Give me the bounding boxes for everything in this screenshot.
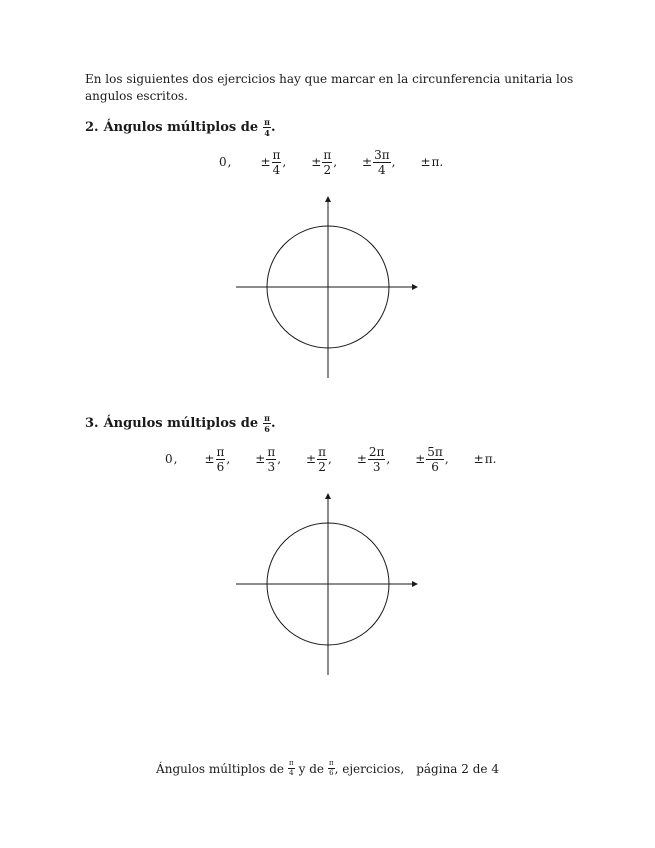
section-title-text: Ángulos múltiplos de: [103, 416, 259, 431]
footer-text: y de: [298, 761, 324, 776]
footer-fraction-pi4: [288, 760, 295, 777]
intro-text: En los siguientes dos ejercicios hay que marcar en la circunferencia unitaria los angulos escritos.: [85, 72, 574, 103]
page-number: página 2 de 4: [416, 761, 499, 776]
frac-numerator: 5π: [427, 444, 443, 459]
frac-denominator: 4: [264, 128, 270, 138]
angle-sep: ,: [333, 155, 338, 169]
angle-sep: ,: [173, 452, 178, 466]
angle-fraction: [373, 149, 391, 176]
frac-numerator: π: [264, 117, 270, 127]
angle-sep: ,: [226, 452, 231, 466]
frac-numerator: 3π: [374, 147, 390, 162]
angle-item: [357, 446, 390, 473]
plus-minus: ±: [306, 452, 317, 466]
frac-denominator: 2: [318, 459, 326, 474]
angle-item: [306, 446, 332, 473]
angle-fraction: [317, 446, 327, 473]
frac-numerator: 2π: [368, 444, 385, 459]
frac-numerator: π: [318, 444, 326, 459]
angle-sep: ,: [277, 452, 282, 466]
section-2-title: [85, 118, 276, 137]
angle-item: [255, 446, 281, 473]
frac-numerator: π: [323, 147, 332, 162]
unit-circle-diagram-2: [230, 487, 426, 683]
angle-fraction: [368, 446, 386, 473]
angle-sep: ,: [386, 452, 391, 466]
angle-fraction: [322, 149, 332, 176]
plus-minus: ±: [311, 155, 322, 169]
unit-circle-diagram-1: [230, 190, 426, 386]
frac-numerator: π: [272, 147, 281, 162]
frac-denominator: 6: [329, 769, 334, 777]
frac-denominator: 4: [378, 162, 386, 177]
angle-fraction: [426, 446, 444, 473]
angle-fraction: [216, 446, 226, 473]
section-title-fraction: [263, 414, 271, 433]
angle-fraction: [266, 446, 276, 473]
plus-minus: ±: [255, 452, 266, 466]
section-number: 2.: [85, 120, 99, 135]
frac-denominator: 3: [372, 459, 381, 474]
section-title-end: .: [270, 120, 276, 135]
angle-sep: .: [492, 452, 497, 466]
angle-sep: .: [439, 155, 444, 169]
section-title-fraction: [263, 118, 271, 137]
angle-item: [165, 452, 177, 466]
frac-denominator: 4: [272, 162, 281, 177]
angle-item: [204, 446, 230, 473]
angle-item: [420, 155, 443, 169]
angle-sep: ,: [444, 452, 449, 466]
angle-sep: ,: [227, 155, 232, 169]
plus-minus: ±: [362, 155, 373, 169]
section-3-title: [85, 414, 276, 433]
frac-numerator: π: [216, 444, 225, 459]
angle-value: 0: [219, 155, 227, 169]
plus-minus: ±: [420, 155, 431, 169]
footer-fraction-pi6: [328, 760, 335, 777]
frac-numerator: π: [264, 413, 270, 423]
angle-item: [474, 452, 497, 466]
frac-numerator: π: [329, 759, 334, 767]
frac-denominator: 6: [264, 424, 270, 434]
angle-sep: ,: [282, 155, 287, 169]
angles-row-pi4: [219, 147, 443, 177]
page-footer: [0, 760, 655, 777]
plus-minus: ±: [260, 155, 271, 169]
frac-numerator: π: [289, 759, 294, 767]
frac-denominator: 2: [323, 162, 332, 177]
section-title-text: Ángulos múltiplos de: [103, 120, 259, 135]
angles-row-pi6: [165, 444, 496, 474]
frac-denominator: 6: [431, 459, 439, 474]
angle-item: [311, 149, 337, 176]
angle-value: 0: [165, 452, 173, 466]
angle-value: π: [431, 155, 440, 169]
footer-text: , ejercicios,: [334, 761, 405, 776]
frac-denominator: 4: [289, 769, 294, 777]
frac-denominator: 6: [216, 459, 225, 474]
section-title-end: .: [270, 416, 276, 431]
angle-item: [362, 149, 395, 176]
frac-denominator: 3: [267, 459, 276, 474]
angle-item: [260, 149, 286, 176]
angle-item: [415, 446, 448, 473]
plus-minus: ±: [415, 452, 426, 466]
plus-minus: ±: [473, 452, 484, 466]
plus-minus: ±: [356, 452, 367, 466]
frac-numerator: π: [267, 444, 276, 459]
angle-sep: ,: [391, 155, 396, 169]
angle-value: π: [484, 452, 493, 466]
angle-fraction: [272, 149, 282, 176]
angle-sep: ,: [327, 452, 332, 466]
footer-text: Ángulos múltiplos de: [156, 761, 284, 776]
angle-item: [219, 155, 231, 169]
section-number: 3.: [85, 416, 99, 431]
plus-minus: ±: [204, 452, 215, 466]
